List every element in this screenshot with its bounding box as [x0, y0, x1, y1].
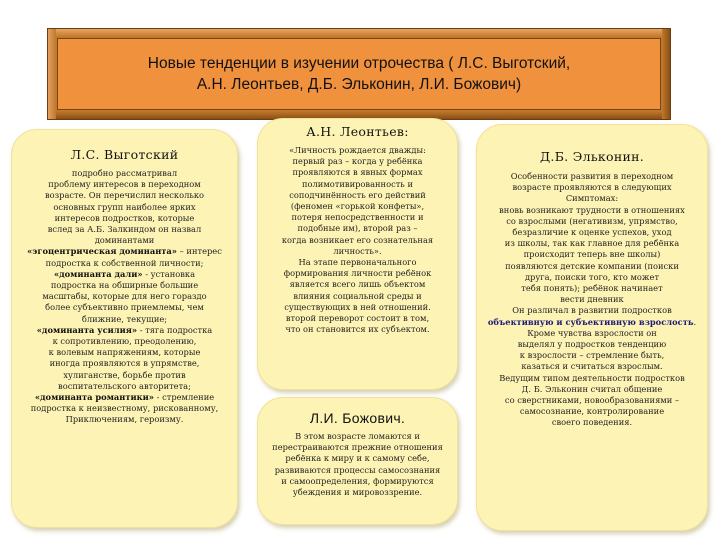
vygotsky-line: к сопротивлению, преодолению,	[52, 336, 197, 347]
vygotsky-line-rest: – интерес	[177, 246, 222, 257]
elkonin-line: Симптомах:	[565, 193, 619, 204]
vygotsky-line: ближние, текущие;	[81, 313, 168, 324]
leontiev-line: влияния социальной среды и	[293, 290, 422, 301]
vygotsky-line	[20, 325, 229, 336]
bozhovich-line: и самоопределения, формируются	[281, 475, 434, 486]
leontiev-line: когда возникает его сознательная	[281, 234, 434, 245]
distance-dominant-term: «доминанта дали»	[53, 268, 143, 279]
leontiev-line: проявляются в явных формах	[292, 167, 423, 178]
leontiev-line: является всего лишь объектом	[289, 279, 426, 290]
vygotsky-text	[12, 168, 237, 426]
elkonin-line: тебя понять); ребёнок начинает	[521, 283, 663, 294]
leontiev-line: «Личность рождается дважды:	[289, 145, 426, 155]
leontiev-line: существующих в ней отношений.	[284, 301, 431, 312]
elkonin-line: вновь возникают трудности в отношениях	[499, 204, 685, 215]
vygotsky-line	[20, 246, 229, 257]
adulthood-term: объективную и субъективную взрослость	[487, 316, 694, 327]
leontiev-line: (феномен «горькой конфеты»,	[290, 201, 425, 212]
leontiev-line: что он становится их субъектом.	[285, 324, 430, 335]
banner-bevel-right	[662, 29, 670, 119]
elkonin-line: Ведущим типом деятельности подростков	[499, 372, 685, 383]
effort-dominant-term: «доминанта усилия»	[36, 324, 138, 335]
elkonin-heading: Д.Б. Эльконин.	[539, 149, 645, 164]
leontiev-line: На этапе первоначального	[298, 257, 417, 268]
vygotsky-line: иногда проявляются в упрямстве,	[49, 358, 200, 369]
romance-dominant-term: «доминанта романтики»	[34, 392, 154, 403]
leontiev-line: формирования личности ребёнок	[283, 268, 432, 279]
elkonin-line: друга, поиски того, кто может	[524, 271, 660, 282]
vygotsky-line-rest: - стремление	[154, 392, 215, 403]
leontiev-line: личность».	[333, 245, 382, 256]
bozhovich-line: перестраиваются прежние отношения	[272, 442, 443, 453]
vygotsky-line: к волевым напряжениям, которые	[48, 347, 201, 358]
elkonin-line: выделял у подростков тенденцию	[517, 339, 667, 350]
title-line-2: А.Н. Леонтьев, Д.Б. Эльконин, Л.И. Божович)	[196, 76, 522, 93]
vygotsky-card	[11, 129, 238, 528]
title-line-1: Новые тенденции в изучении отрочества ( Л.С. Выготский,	[147, 55, 571, 72]
vygotsky-line: доминантами	[94, 235, 155, 246]
vygotsky-line: интересов подростков, которые	[54, 212, 195, 223]
vygotsky-line: возрасте. Он перечислил несколько	[44, 190, 205, 201]
vygotsky-line: подростка к собственной личности;	[45, 257, 204, 268]
elkonin-line: Кроме чувства взрослости он	[527, 327, 657, 338]
elkonin-card	[476, 124, 708, 531]
banner-bevel-top	[48, 29, 670, 37]
egocentric-dominant-term: «эгоцентрическая доминанта»	[27, 246, 177, 257]
leontiev-text	[258, 145, 457, 335]
elkonin-text	[477, 171, 707, 429]
elkonin-line	[483, 317, 701, 328]
elkonin-line: происходит теперь вне школы)	[523, 249, 661, 260]
bozhovich-card	[257, 397, 458, 525]
vygotsky-line	[20, 392, 229, 403]
vygotsky-line: подробно рассматривал	[71, 168, 178, 178]
elkonin-line: Д. Б. Эльконин считал общение	[521, 383, 663, 394]
vygotsky-line: масштабы, которые для него гораздо	[42, 291, 207, 302]
bozhovich-line: В этом возрасте ломаются и	[295, 431, 420, 441]
vygotsky-line-rest: - установка	[142, 268, 196, 279]
leontiev-line: потеря непосредственности и	[291, 212, 424, 223]
leontiev-heading: А.Н. Леонтьев:	[306, 124, 409, 139]
bozhovich-heading: Л.И. Божович.	[309, 410, 406, 426]
vygotsky-heading: Л.С. Выготский	[70, 147, 179, 162]
vygotsky-line: проблему интересов в переходном	[48, 179, 201, 190]
elkonin-line: из школы, так как главное для ребёнка	[504, 238, 680, 249]
elkonin-line: появляются детские компании (поиски	[505, 260, 679, 271]
banner-bevel-left	[48, 29, 56, 119]
bozhovich-text	[258, 431, 457, 498]
vygotsky-line: основных групп наиболее ярких	[53, 201, 196, 212]
elkonin-line: безразличие к оценке успехов, уход	[512, 227, 672, 238]
elkonin-line: к взрослости – стремление быть,	[519, 350, 665, 361]
title-panel	[57, 38, 661, 110]
title-banner	[47, 28, 671, 120]
vygotsky-line	[20, 269, 229, 280]
vygotsky-line: хулиганстве, борьбе против	[63, 369, 186, 380]
elkonin-line-rest: .	[693, 316, 697, 327]
elkonin-line: со взрослыми (негативизм, упрямство,	[506, 215, 678, 226]
elkonin-line: Особенности развития в переходном	[510, 171, 674, 181]
vygotsky-line: подростка к неизвестному, рискованному,	[30, 403, 219, 414]
elkonin-line: Он различал в развитии подростков	[512, 305, 672, 316]
vygotsky-line: Приключениям, героизму.	[65, 414, 184, 425]
bozhovich-line: ребёнка к миру и к самому себе,	[285, 453, 430, 464]
elkonin-line: возрасте проявляются в следующих	[512, 182, 672, 193]
leontiev-line: подобные им), второй раз –	[297, 223, 418, 234]
leontiev-line: первый раз – когда у ребёнка	[292, 156, 423, 167]
elkonin-line: со сверстниками, новообразованиями –	[504, 395, 680, 406]
leontiev-line: соподчинённость его действий	[289, 189, 426, 200]
elkonin-line: самосознание, контролирование	[519, 406, 665, 417]
leontiev-card	[257, 118, 458, 390]
bozhovich-line: развиваются процессы самосознания	[274, 464, 441, 475]
elkonin-line: вести дневник	[560, 294, 624, 305]
elkonin-line: своего поведения.	[551, 417, 633, 428]
bozhovich-line: убеждения и мировоззрение.	[292, 487, 423, 498]
leontiev-line: второй переворот состоит в том,	[285, 313, 430, 324]
vygotsky-line-rest: - тяга подростка	[137, 324, 213, 335]
vygotsky-line: подростка на обширные большие	[50, 280, 199, 291]
vygotsky-line: более субъективно приемлемы, чем	[45, 302, 204, 313]
vygotsky-line: воспитательского авторитета;	[58, 380, 191, 391]
leontiev-line: полимотивированность и	[302, 178, 413, 189]
elkonin-line: казаться и считаться взрослым.	[521, 361, 663, 372]
vygotsky-line: вслед за А.Б. Залкиндом он назвал	[47, 224, 202, 235]
